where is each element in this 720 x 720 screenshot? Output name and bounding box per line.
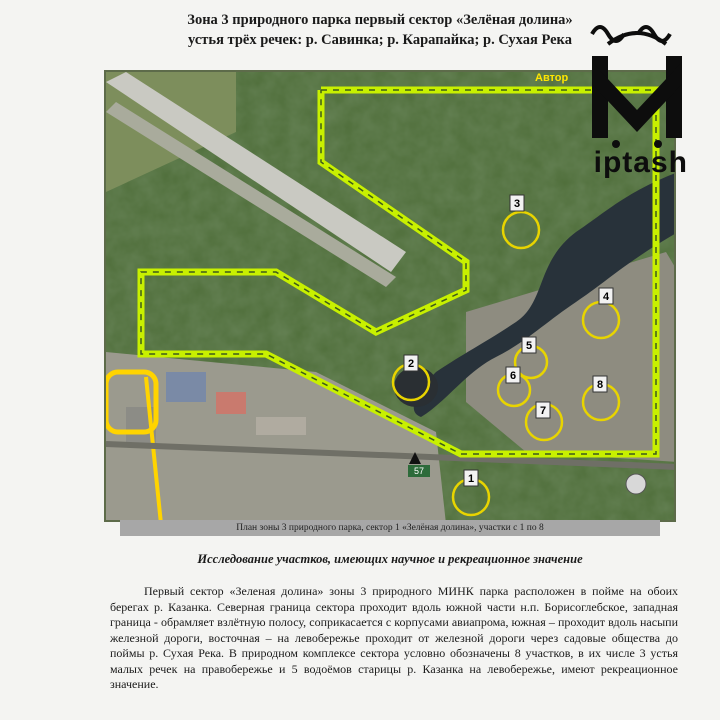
body-paragraph: Первый сектор «Зеленая долина» зоны 3 природного МИНК парка расположен в пойме на обоих берегах р. Казанка. Северная граница сектора проходит вдоль южной части н.п. Борисоглебское, западная граница - обрамляет взлётную полосу, соприкасается с корпусами авиапрома, южная – проходит вдоль насыпи железной дороги, восточная – на левобережье проходит от железной дороги через садовые общества до поймы р. Сухая Река. В природном комплексе сектора условно обозначены 8 участков, в их числе 3 устья малых речек на правобережье и 5 водоёмов старицы р. Казанка на левобережье, имеют рекреационное значение. <box>110 584 678 691</box>
watermark-text: iptash <box>593 146 688 179</box>
map-caption: План зоны 3 природного парка, сектор 1 «Зелёная долина», участки с 1 по 8 <box>120 520 660 536</box>
compass-icon <box>626 474 646 494</box>
building <box>216 392 246 414</box>
section-heading: Исследование участков, имеющих научное и рекреационное значение <box>197 552 583 566</box>
building <box>166 372 206 402</box>
marker-6-label: 6 <box>509 370 517 382</box>
page-title-line2: устья трёх речек: р. Савинка; р. Карапайка; р. Сухая Река <box>188 32 572 48</box>
marker-8-label: 8 <box>596 379 604 391</box>
marker-2-label: 2 <box>407 358 415 370</box>
building <box>256 417 306 435</box>
pond <box>394 367 438 407</box>
marker-7-label: 7 <box>539 405 547 417</box>
map-author-tag: Автор <box>535 72 569 84</box>
marker-5-label: 5 <box>525 340 533 352</box>
marker-3-label: 3 <box>513 198 521 210</box>
marker-4-label: 4 <box>602 291 610 303</box>
marker-1-label: 1 <box>467 473 475 485</box>
page-title-line1: Зона 3 природного парка первый сектор «Зелёная долина» <box>187 12 573 28</box>
road-sign-label: 57 <box>413 466 425 476</box>
